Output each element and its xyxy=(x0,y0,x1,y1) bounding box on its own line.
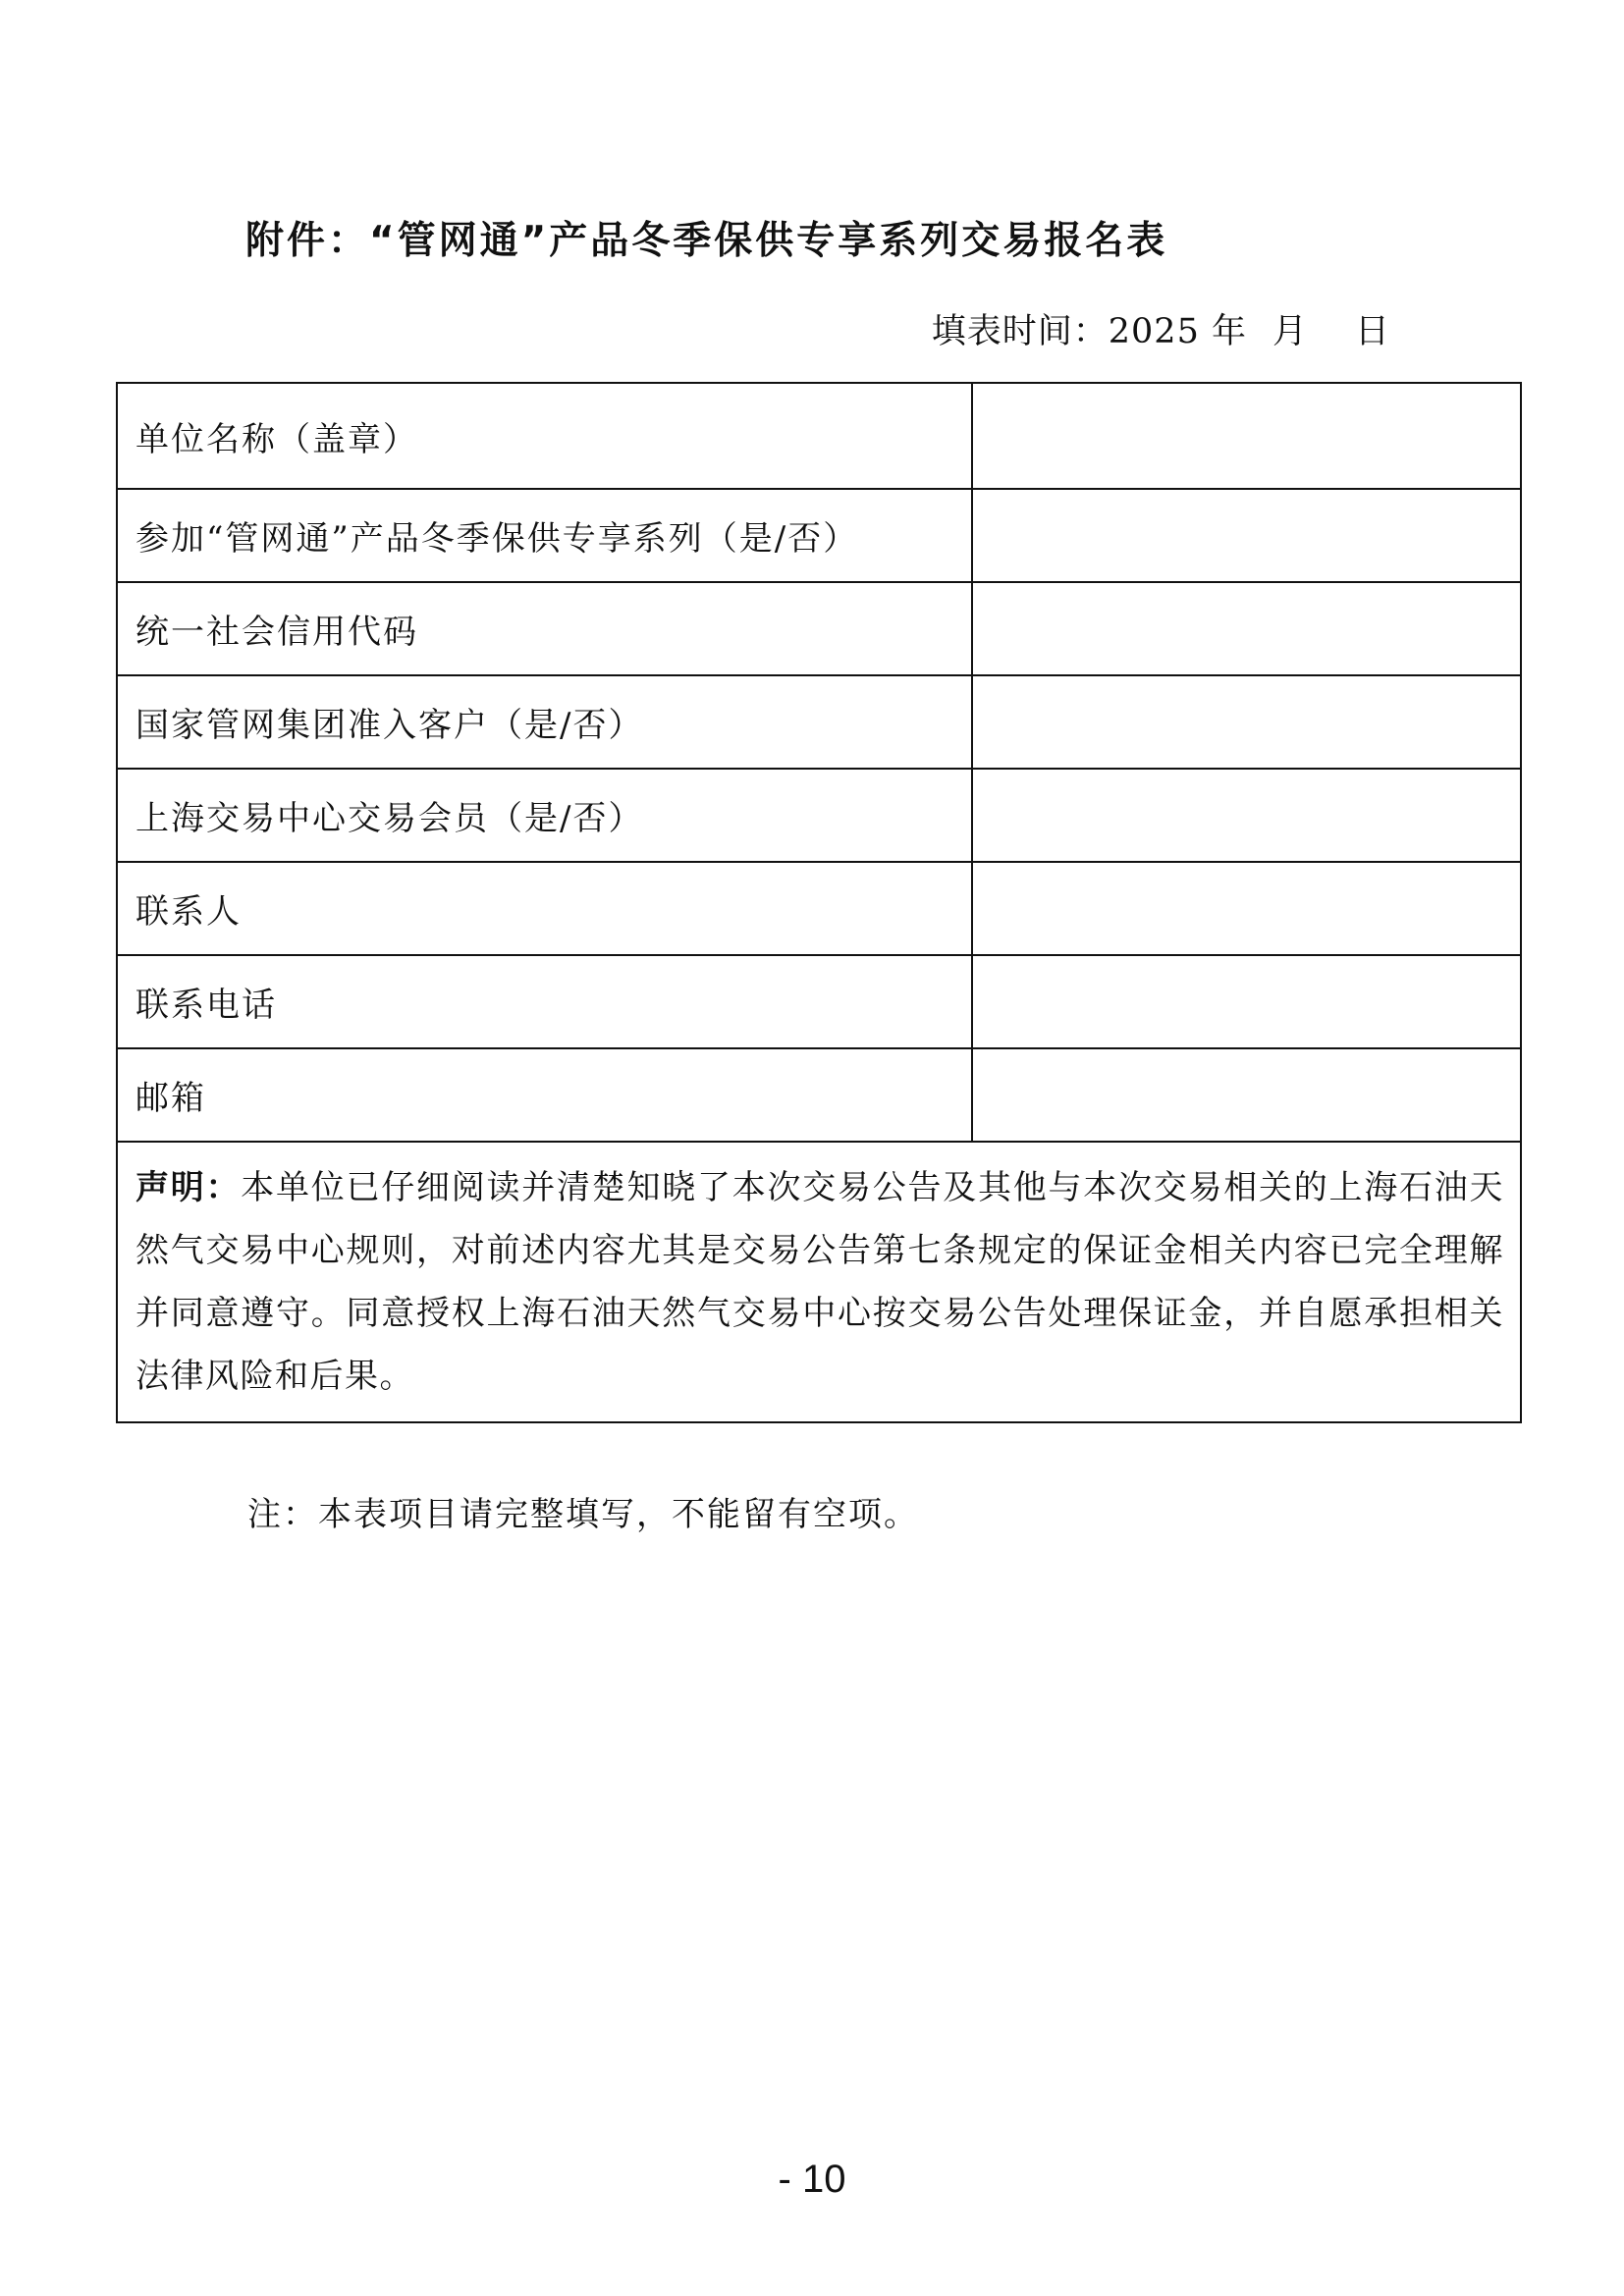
form-row-value-field[interactable] xyxy=(972,862,1521,955)
form-row-credit-code xyxy=(117,582,1521,675)
form-row-value-field[interactable] xyxy=(972,489,1521,582)
form-row-contact-phone xyxy=(117,955,1521,1048)
form-row-unit-name xyxy=(117,383,1521,489)
form-row-value-field[interactable] xyxy=(972,955,1521,1048)
form-row-value-field[interactable] xyxy=(972,675,1521,769)
registration-form-table xyxy=(116,382,1522,1423)
form-row-exchange-member xyxy=(117,769,1521,862)
fill-date-day: 日 xyxy=(1354,312,1390,351)
form-row-pipechina-customer xyxy=(117,675,1521,769)
form-row-value-field[interactable] xyxy=(972,769,1521,862)
declaration-row xyxy=(117,1142,1521,1422)
form-row-value-field[interactable] xyxy=(972,582,1521,675)
fill-date-line xyxy=(932,304,1390,353)
form-row-label: 单位名称（盖章） xyxy=(117,383,972,489)
page-title: 附件：“管网通”产品冬季保供专享系列交易报名表 xyxy=(245,219,1168,263)
form-note: 注：本表项目请完整填写，不能留有空项。 xyxy=(247,1495,919,1534)
form-row-label: 统一社会信用代码 xyxy=(117,582,972,675)
fill-date-label: 填表时间：2025 年 xyxy=(931,312,1247,351)
form-row-label: 联系人 xyxy=(117,862,972,955)
declaration-cell xyxy=(117,1142,1521,1422)
form-row-email xyxy=(117,1048,1521,1142)
form-row-label: 上海交易中心交易会员（是/否） xyxy=(117,769,972,862)
form-row-value-field[interactable] xyxy=(972,383,1521,489)
fill-date-month: 月 xyxy=(1272,312,1308,351)
declaration-heading: 声明： xyxy=(135,1168,242,1207)
declaration-text: 本单位已仔细阅读并清楚知晓了本次交易公告及其他与本次交易相关的上海石油天然气交易中心规则，对前述内容尤其是交易公告第七条规定的保证金相关内容已完全理解并同意遵守。同意授权上海石油天然气交易中心按交易公告处理保证金，并自愿承担相关法律风险和后果。 xyxy=(135,1168,1504,1396)
form-row-label: 邮箱 xyxy=(117,1048,972,1142)
form-row-participate xyxy=(117,489,1521,582)
form-row-contact-person xyxy=(117,862,1521,955)
form-row-label: 国家管网集团准入客户（是/否） xyxy=(117,675,972,769)
form-row-label: 参加“管网通”产品冬季保供专享系列（是/否） xyxy=(117,489,972,582)
page-number: - 10 xyxy=(778,2158,846,2201)
form-row-label: 联系电话 xyxy=(117,955,972,1048)
form-row-value-field[interactable] xyxy=(972,1048,1521,1142)
